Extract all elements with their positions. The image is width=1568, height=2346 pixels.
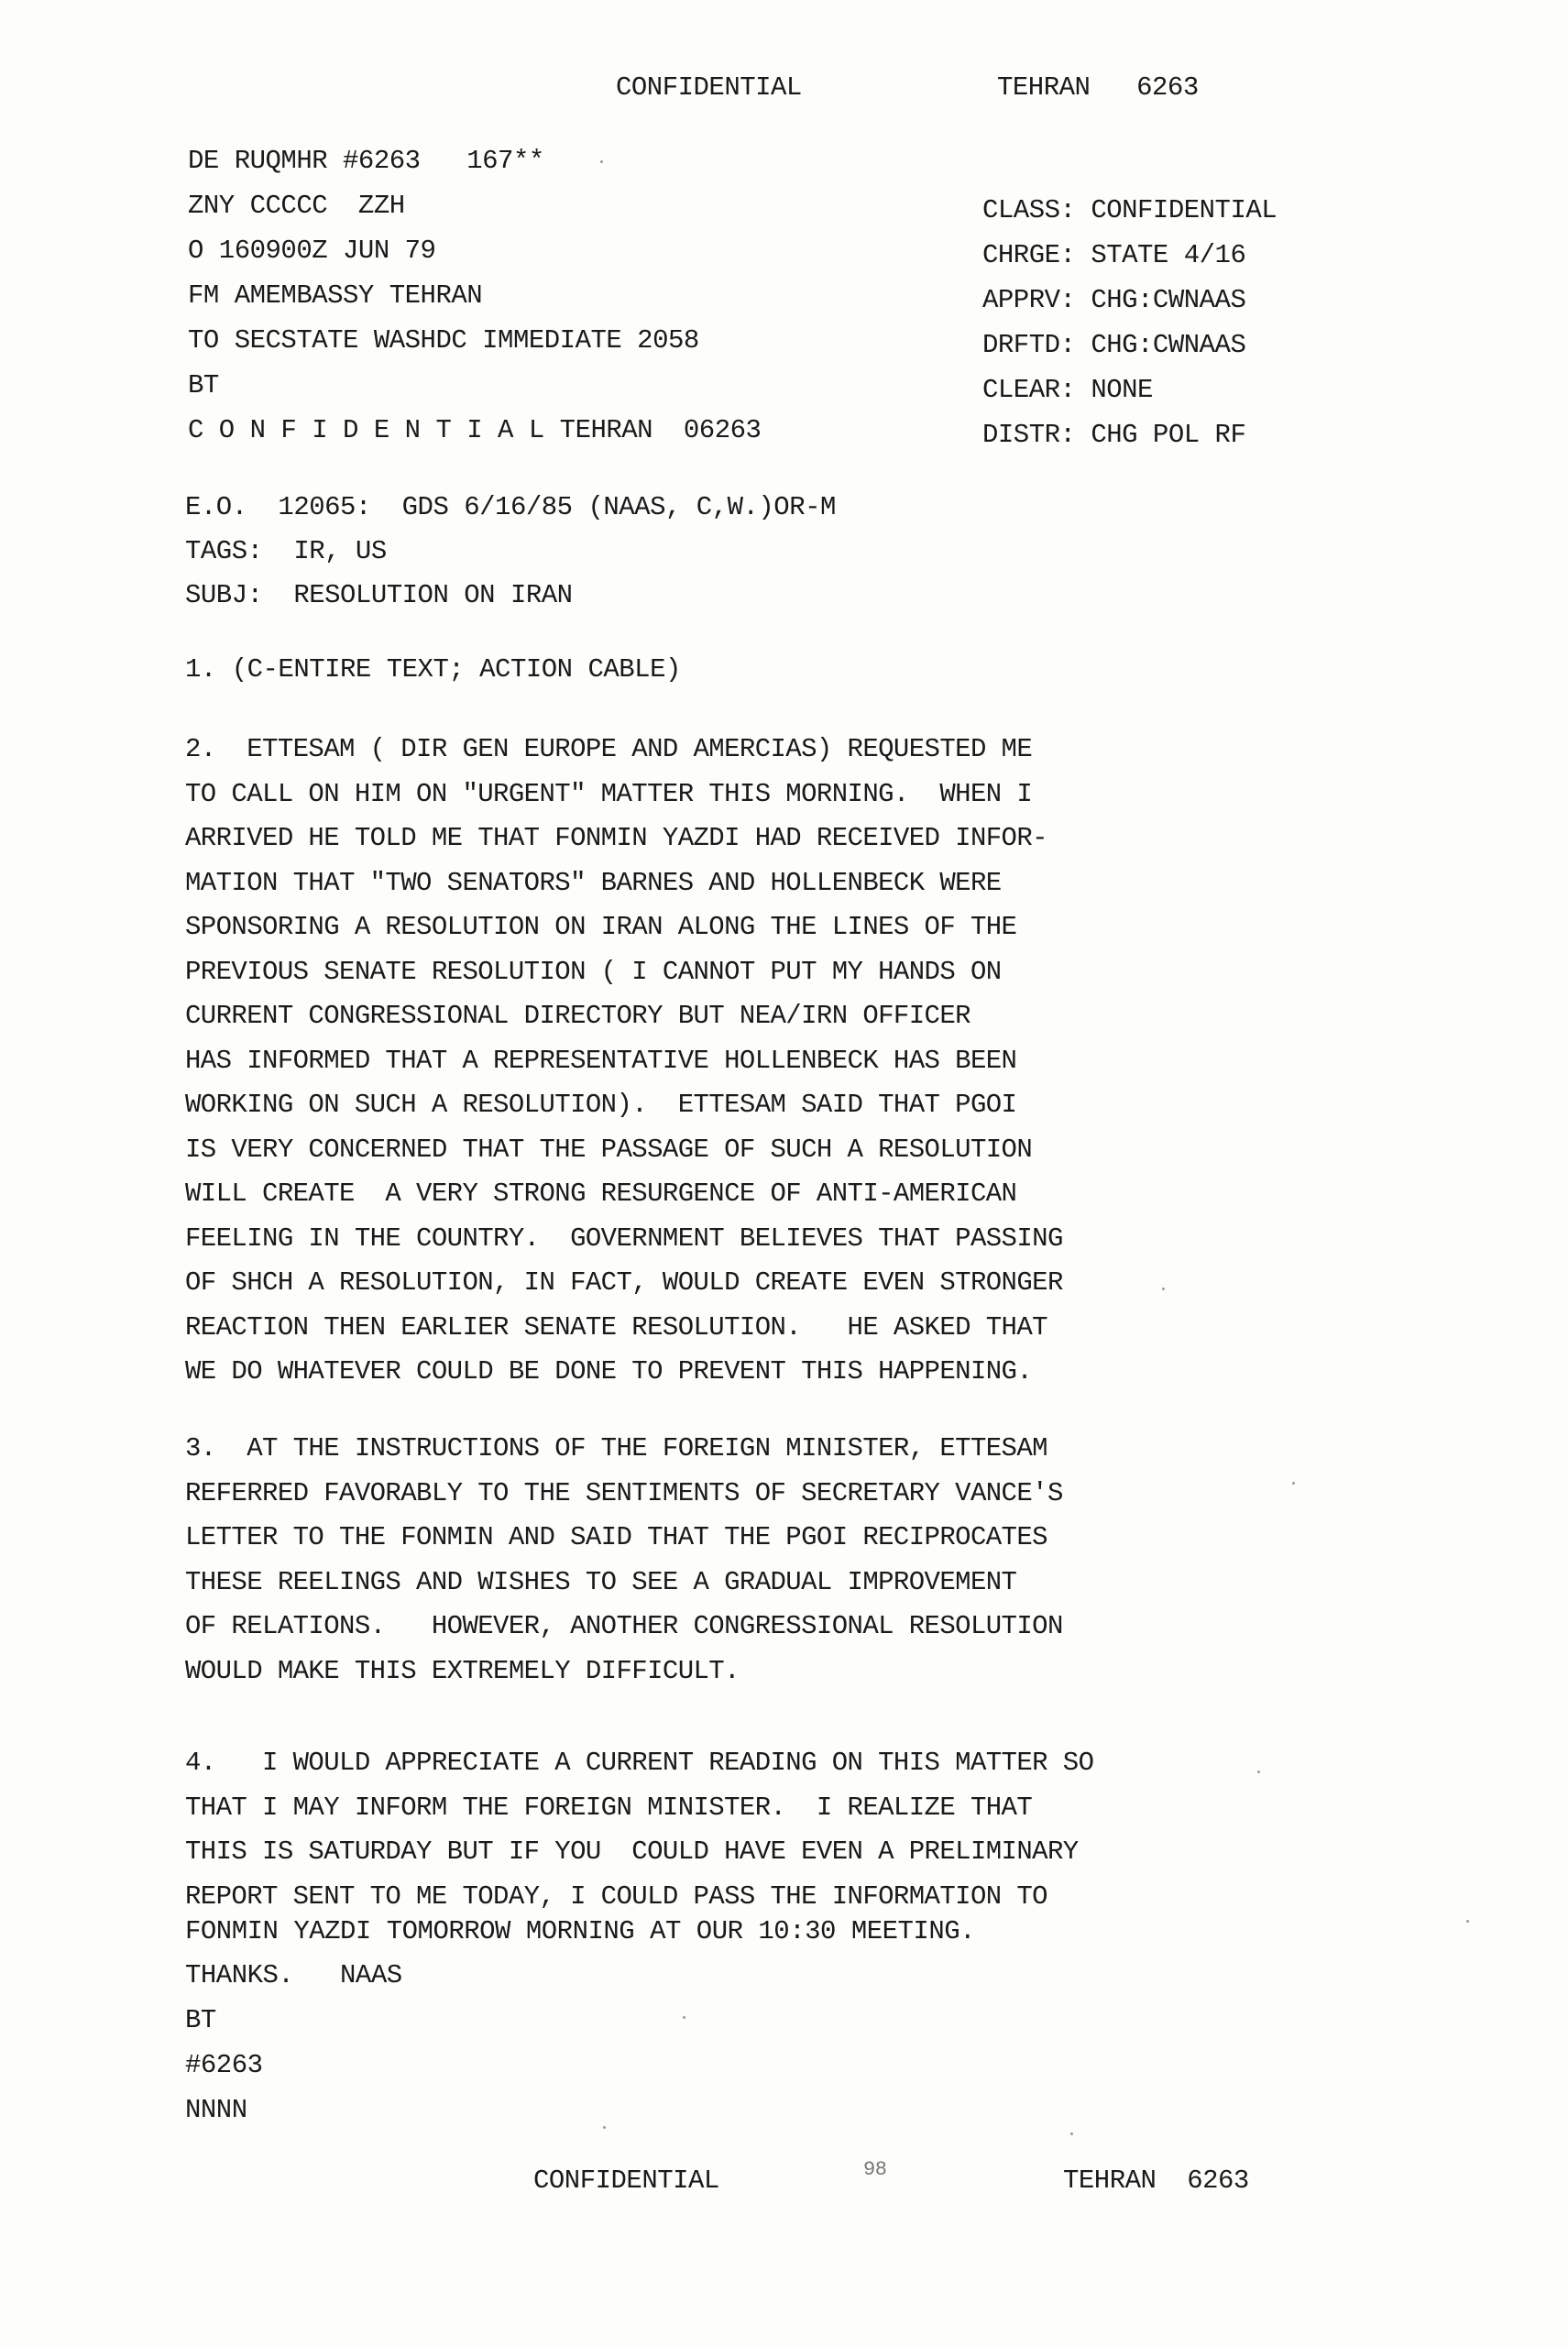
- paragraph-1: 1. (C-ENTIRE TEXT; ACTION CABLE): [185, 654, 681, 685]
- footer-message-ref: TEHRAN 6263: [1063, 2165, 1249, 2196]
- closing-line: #6263: [185, 2050, 263, 2080]
- meta-clear: CLEAR: NONE: [982, 375, 1153, 405]
- paragraph-line: LETTER TO THE FONMIN AND SAID THAT THE PGOI RECIPROCATES: [185, 1522, 1047, 1552]
- paragraph-line: PREVIOUS SENATE RESOLUTION ( I CANNOT PUT MY HANDS ON: [185, 956, 1002, 987]
- header-message-ref: TEHRAN 6263: [997, 72, 1199, 103]
- routing-line: TO SECSTATE WASHDC IMMEDIATE 2058: [188, 325, 699, 356]
- paragraph-line: FEELING IN THE COUNTRY. GOVERNMENT BELIEVES THAT PASSING: [185, 1222, 1063, 1254]
- footer-classification: CONFIDENTIAL: [533, 2165, 719, 2196]
- routing-line: ZNY CCCCC ZZH: [188, 191, 405, 221]
- routing-line: O 160900Z JUN 79: [188, 236, 436, 266]
- scan-speck: [1162, 1288, 1165, 1290]
- paragraph-line: THAT I MAY INFORM THE FOREIGN MINISTER. I REALIZE THAT: [185, 1792, 1033, 1823]
- routing-line: DE RUQMHR #6263 167**: [188, 146, 544, 176]
- scan-speck: [1257, 1770, 1260, 1773]
- tags-line: TAGS: IR, US: [185, 536, 387, 566]
- subject-line: SUBJ: RESOLUTION ON IRAN: [185, 580, 573, 610]
- scan-speck: [600, 160, 603, 163]
- footer-page-mark: 98: [863, 2158, 887, 2181]
- paragraph-line: SPONSORING A RESOLUTION ON IRAN ALONG THE LINES OF THE: [185, 912, 1017, 942]
- header-classification: CONFIDENTIAL: [616, 72, 802, 103]
- paragraph-4: [185, 1741, 1120, 1919]
- paragraph-line: ARRIVED HE TOLD ME THAT FONMIN YAZDI HAD RECEIVED INFOR-: [185, 823, 1047, 853]
- closing-line: NNNN: [185, 2095, 247, 2125]
- paragraph-line: OF SHCH A RESOLUTION, IN FACT, WOULD CREATE EVEN STRONGER: [185, 1267, 1063, 1298]
- routing-line: FM AMEMBASSY TEHRAN: [188, 280, 483, 311]
- signature-line: THANKS. NAAS: [185, 1960, 402, 1990]
- paragraph-line: WE DO WHATEVER COULD BE DONE TO PREVENT THIS HAPPENING.: [185, 1356, 1033, 1387]
- paragraph-line: WILL CREATE A VERY STRONG RESURGENCE OF ANTI-AMERICAN: [185, 1178, 1017, 1209]
- scan-speck: [1466, 1920, 1469, 1923]
- routing-line: BT: [188, 370, 219, 400]
- paragraph-line: WORKING ON SUCH A RESOLUTION). ETTESAM SAID THAT PGOI: [185, 1090, 1017, 1120]
- paragraph-line: TO CALL ON HIM ON "URGENT" MATTER THIS MORNING. WHEN I: [185, 778, 1033, 809]
- meta-distribution: DISTR: CHG POL RF: [982, 420, 1246, 450]
- scan-speck: [1070, 2132, 1073, 2135]
- paragraph-line: IS VERY CONCERNED THAT THE PASSAGE OF SUCH A RESOLUTION: [185, 1134, 1033, 1165]
- eo-line: E.O. 12065: GDS 6/16/85 (NAAS, C,W.)OR-M: [185, 492, 836, 522]
- meta-charge: CHRGE: STATE 4/16: [982, 240, 1246, 270]
- paragraph-line: WOULD MAKE THIS EXTREMELY DIFFICULT.: [185, 1655, 740, 1686]
- paragraph-line: 2. ETTESAM ( DIR GEN EUROPE AND AMERCIAS) REQUESTED ME: [185, 734, 1033, 764]
- closing-line: BT: [185, 2005, 216, 2035]
- paragraph-line: OF RELATIONS. HOWEVER, ANOTHER CONGRESSIONAL RESOLUTION: [185, 1611, 1063, 1641]
- paragraph-line: THESE REELINGS AND WISHES TO SEE A GRADUAL IMPROVEMENT: [185, 1566, 1017, 1597]
- scan-speck: [603, 2126, 606, 2129]
- paragraph-3: [185, 1427, 1120, 1694]
- paragraph-line: THIS IS SATURDAY BUT IF YOU COULD HAVE EVEN A PRELIMINARY: [185, 1836, 1079, 1867]
- paragraph-line: CURRENT CONGRESSIONAL DIRECTORY BUT NEA/IRN OFFICER: [185, 1001, 970, 1031]
- meta-drafted: DRFTD: CHG:CWNAAS: [982, 330, 1246, 360]
- paragraph-line: MATION THAT "TWO SENATORS" BARNES AND HOLLENBECK WERE: [185, 867, 1002, 898]
- paragraph-line: FONMIN YAZDI TOMORROW MORNING AT OUR 10:30 MEETING.: [185, 1916, 976, 1946]
- paragraph-line: HAS INFORMED THAT A REPRESENTATIVE HOLLENBECK HAS BEEN: [185, 1045, 1017, 1076]
- paragraph-line: REACTION THEN EARLIER SENATE RESOLUTION. HE ASKED THAT: [185, 1311, 1047, 1343]
- paragraph-line: REFERRED FAVORABLY TO THE SENTIMENTS OF SECRETARY VANCE'S: [185, 1477, 1063, 1508]
- paragraph-line: 4. I WOULD APPRECIATE A CURRENT READING ON THIS MATTER SO: [185, 1748, 1094, 1778]
- paragraph-line: 3. AT THE INSTRUCTIONS OF THE FOREIGN MINISTER, ETTESAM: [185, 1433, 1047, 1464]
- meta-approved: APPRV: CHG:CWNAAS: [982, 285, 1246, 315]
- meta-class: CLASS: CONFIDENTIAL: [982, 195, 1277, 225]
- scan-speck: [683, 2016, 685, 2019]
- routing-line: C O N F I D E N T I A L TEHRAN 06263: [188, 415, 762, 445]
- paragraph-line: REPORT SENT TO ME TODAY, I COULD PASS THE INFORMATION TO: [185, 1880, 1047, 1912]
- paragraph-2: [185, 728, 1120, 1395]
- scan-speck: [1292, 1482, 1295, 1485]
